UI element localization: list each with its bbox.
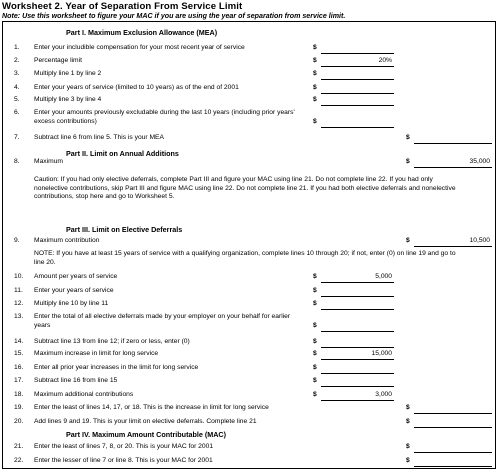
line-number: 2. <box>14 57 20 64</box>
line-number: 19. <box>14 404 24 411</box>
line-number: 18. <box>14 391 24 398</box>
line-text: Amount per years of service <box>34 273 118 280</box>
amount-field[interactable] <box>321 286 394 297</box>
line-number: 5. <box>14 96 20 103</box>
amount-field[interactable] <box>414 403 492 414</box>
line-number: 13. <box>14 313 24 320</box>
currency-sign: $ <box>313 84 317 91</box>
line-text: Maximum additional contributions <box>34 391 134 398</box>
amount-field[interactable] <box>321 83 394 94</box>
line-number: 22. <box>14 457 24 464</box>
line-text: Subtract line 16 from line 15 <box>34 377 118 384</box>
currency-sign: $ <box>313 350 317 357</box>
line-number: 12. <box>14 300 24 307</box>
currency-sign: $ <box>313 391 317 398</box>
currency-sign: $ <box>406 237 410 244</box>
currency-sign: $ <box>406 418 410 425</box>
amount-value: 15,000 <box>371 350 392 357</box>
amount-value: 35,000 <box>469 158 490 165</box>
line-text: Subtract line 13 from line 12; if zero or less, enter (0) <box>34 338 190 345</box>
currency-sign: $ <box>313 96 317 103</box>
amount-field[interactable] <box>321 43 394 54</box>
line-number: 14. <box>14 338 24 345</box>
line-text: Maximum contribution <box>34 237 100 244</box>
currency-sign: $ <box>313 377 317 384</box>
line-number: 21. <box>14 443 24 450</box>
line-text: Enter the total of all elective deferrals made by your employer on your behalf for earlier years <box>34 313 291 329</box>
line-text: Enter the least of lines 14, 17, or 18. This is the increase in limit for long service <box>34 404 269 411</box>
currency-sign: $ <box>313 338 317 345</box>
currency-sign: $ <box>313 273 317 280</box>
line-text: Enter your includible compensation for your most recent year of service <box>34 44 245 51</box>
amount-field[interactable] <box>321 376 394 387</box>
line-text: Enter your years of service (limited to 10 years) as of the end of 2001 <box>34 84 239 91</box>
currency-sign: $ <box>406 404 410 411</box>
amount-field[interactable] <box>414 442 492 453</box>
amount-field[interactable] <box>321 69 394 80</box>
line-number: 15. <box>14 350 24 357</box>
amount-value: 20% <box>378 57 392 64</box>
line-text: Maximum <box>34 158 63 165</box>
amount-field[interactable] <box>321 337 394 348</box>
part-3-heading: Part III. Limit on Elective Deferrals <box>66 225 183 234</box>
note-line9: NOTE: If you have at least 15 years of service with a qualifying organization, complete lines 10 through 20; if not, enter (0) on line 19 and go to line 20. <box>34 250 456 266</box>
line-number: 20. <box>14 418 24 425</box>
line-text: Enter the least of lines 7, 8, or 20. This is your MAC for 2001 <box>34 443 214 450</box>
amount-value: 3,000 <box>375 391 392 398</box>
line-text: Multiply line 10 by line 11 <box>34 300 109 307</box>
currency-sign: $ <box>313 44 317 51</box>
line-number: 11. <box>14 287 23 294</box>
line-text: Enter the lesser of line 7 or line 8. This is your MAC for 2001 <box>34 457 213 464</box>
line-number: 6. <box>14 109 20 116</box>
line-text: Enter your years of service <box>34 287 114 294</box>
line-text: Enter your amounts previously excludable during the last 10 years (including prior years' excess contributions) <box>34 109 295 125</box>
currency-sign: $ <box>406 443 410 450</box>
currency-sign: $ <box>313 118 317 125</box>
currency-sign: $ <box>406 158 410 165</box>
currency-sign: $ <box>406 457 410 464</box>
line-text: Percentage limit <box>34 57 82 64</box>
currency-sign: $ <box>313 322 317 329</box>
line-number: 8. <box>14 158 20 165</box>
amount-value: 10,500 <box>469 237 490 244</box>
line-text: Multiply line 3 by line 4 <box>34 96 102 103</box>
caution-text: Caution: If you had only elective deferrals, complete Part III and figure your MAC using line 21. Do not complete line 22. If you had only nonelective contributions, skip Part III and figure MAC using line 22. Do not complete line 21. If you had both elective deferrals and nonelective contributions, stop here and go to Worksheet 5. <box>34 176 456 201</box>
line-number: 17. <box>14 377 24 384</box>
amount-field[interactable] <box>414 133 492 144</box>
amount-field[interactable] <box>321 95 394 106</box>
part-1-heading: Part I. Maximum Exclusion Allowance (MEA) <box>66 28 218 37</box>
amount-field[interactable] <box>321 299 394 310</box>
line-number: 1. <box>14 44 20 51</box>
worksheet-title: Worksheet 2. Year of Separation From Service Limit <box>2 1 243 12</box>
line-number: 7. <box>14 134 20 141</box>
line-text: Multiply line 1 by line 2 <box>34 70 102 77</box>
currency-sign: $ <box>313 300 317 307</box>
part-4-heading: Part IV. Maximum Amount Contributable (MAC) <box>66 430 226 439</box>
amount-field[interactable] <box>321 117 394 128</box>
worksheet-note: Note: Use this worksheet to figure your MAC if you are using the year of separation from service limit. <box>2 12 346 20</box>
line-text: Maximum increase in limit for long service <box>34 350 159 357</box>
amount-field[interactable] <box>321 321 394 332</box>
currency-sign: $ <box>313 57 317 64</box>
line-number: 4. <box>14 84 20 91</box>
part-2-heading: Part II. Limit on Annual Additions <box>66 149 179 158</box>
currency-sign: $ <box>313 70 317 77</box>
line-text: Enter all prior year increases in the limit for long service <box>34 364 199 371</box>
line-text: Add lines 9 and 19. This is your limit on elective deferrals. Complete line 21 <box>34 418 257 425</box>
line-number: 10. <box>14 273 24 280</box>
line-number: 3. <box>14 70 20 77</box>
line-number: 16. <box>14 364 24 371</box>
currency-sign: $ <box>313 364 317 371</box>
currency-sign: $ <box>313 287 317 294</box>
line-text: Subtract line 6 from line 5. This is your MEA <box>34 134 164 141</box>
amount-field[interactable] <box>414 456 492 467</box>
currency-sign: $ <box>406 134 410 141</box>
amount-field[interactable] <box>414 417 492 428</box>
amount-value: 5,000 <box>375 273 392 280</box>
amount-field[interactable] <box>321 363 394 374</box>
line-number: 9. <box>14 237 20 244</box>
